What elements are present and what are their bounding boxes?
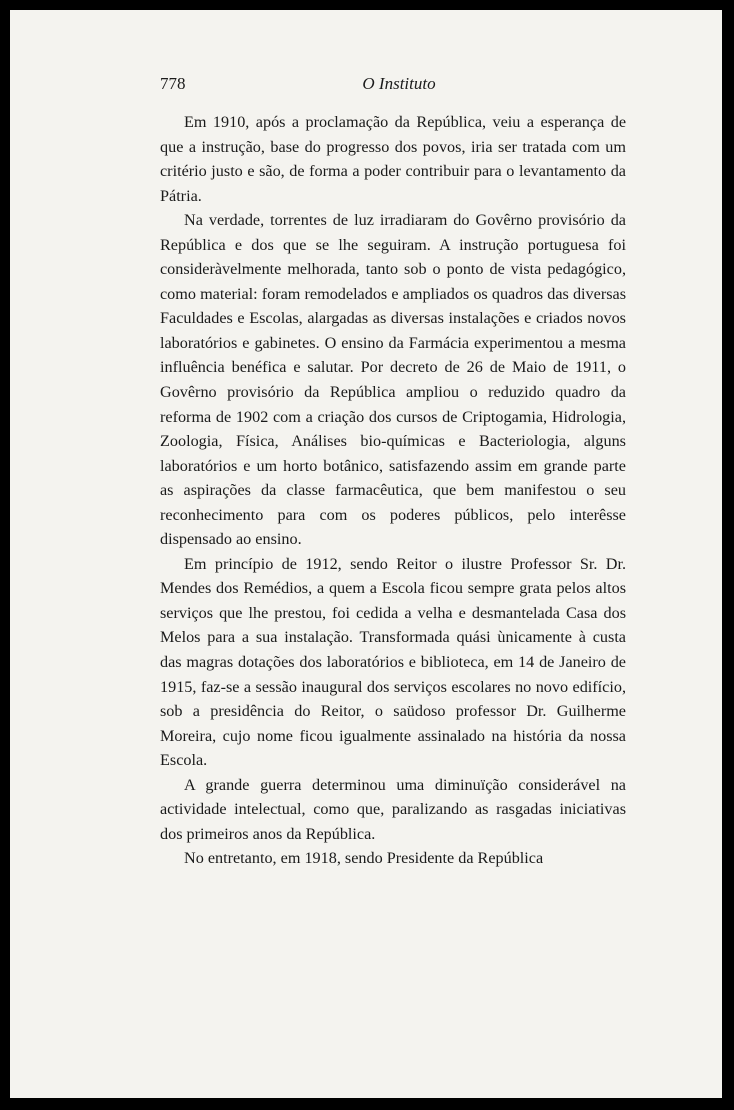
paragraph-1: Em 1910, após a proclamação da República, veiu a esperança de que a instrução, base do progresso dos povos, iria ser tratada com um critério justo e são, de forma a poder contribuir para o levantamento da Pátria. [160, 113, 626, 205]
paragraph-4: A grande guerra determinou uma diminuïção considerável na actividade intelectual, como que, paralizando as rasgadas iniciativas dos primeiros anos da República. [160, 775, 626, 843]
paragraph-5: No entretanto, em 1918, sendo Presidente da República [184, 849, 544, 868]
paragraph-3: Em princípio de 1912, sendo Reitor o ilustre Professor Sr. Dr. Mendes dos Remédios, a quem a Escola ficou sempre grata pelos altos serviços que lhe prestou, foi cedida a velha e desmantelada Casa dos Melos para a sua instalação. Transformada quási ùnicamente à custa das magras dotações dos laboratórios e biblioteca, em 14 de Janeiro de 1915, faz-se a sessão inaugural dos serviços escolares no novo edifício, sob a presidência do Reitor, o saüdoso professor Dr. Guilherme Moreira, cujo nome ficou igualmente assinalado na história da nossa Escola. [160, 554, 626, 770]
running-title: O Instituto [362, 74, 436, 93]
page-number: 778 [160, 74, 186, 93]
paragraph-2: Na verdade, torrentes de luz irradiaram do Govêrno provisório da República e dos que se lhe seguiram. A instrução portuguesa foi consideràvelmente melhorada, tanto sob o ponto de vista pedagógico, como material: foram remodelados e ampliados os quadros das diversas Faculdades e Escolas, alargadas as diversas instalações e criados novos laboratórios e gabinetes. O ensino da Farmácia experimentou a mesma influência benéfica e salutar. Por decreto de 26 de Maio de 1911, o Govêrno provisório da República ampliou o reduzido quadro da reforma de 1902 com a criação dos cursos de Criptogamia, Hidrologia, Zoologia, Física, Análises bio-químicas e Bacteriologia, alguns laboratórios e um horto botânico, satisfazendo assim em grande parte as aspirações da classe farmacêutica, que bem manifestou o seu reconhecimento para com os poderes públicos, pelo interêsse dispensado ao ensino. [160, 211, 626, 549]
page-sheet [10, 10, 722, 1098]
page-header [160, 72, 638, 98]
body-text [160, 110, 626, 871]
